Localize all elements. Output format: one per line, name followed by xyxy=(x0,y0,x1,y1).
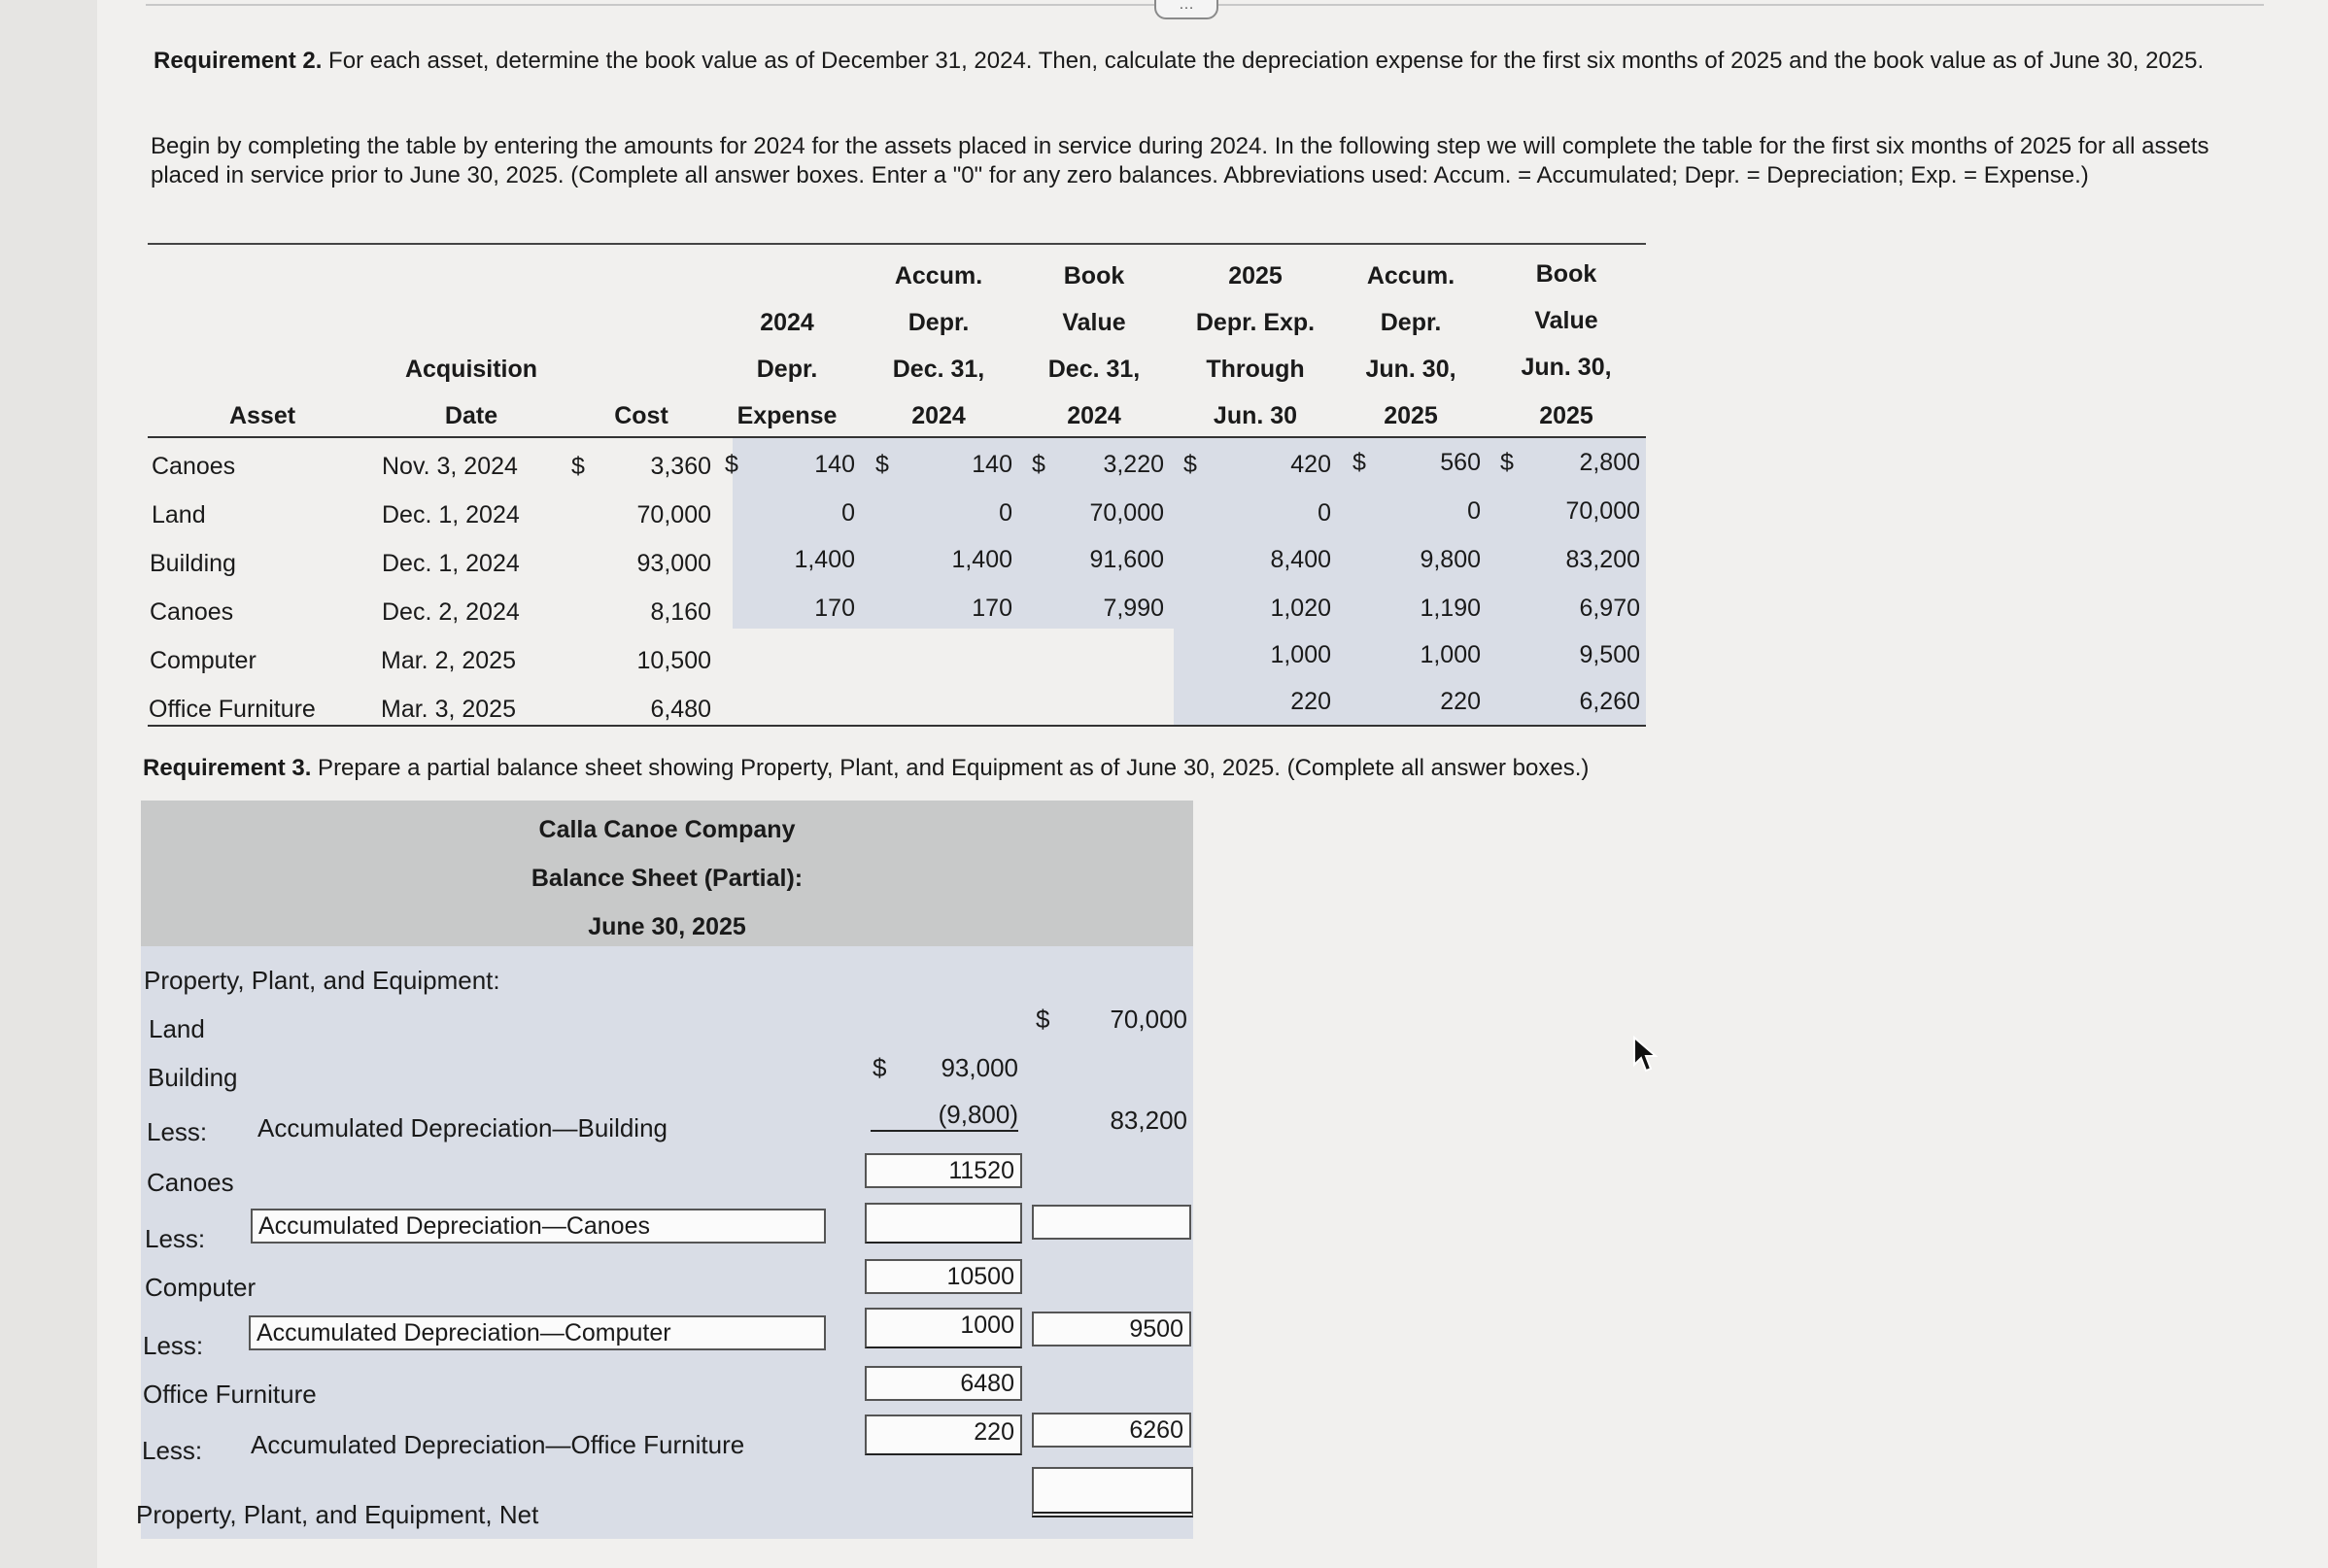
row-6-asset: Office Furniture xyxy=(149,696,316,723)
header-bv-2025-3: Jun. 30, xyxy=(1521,354,1612,381)
less-label: Less: xyxy=(142,1436,203,1465)
computer-cost-input[interactable]: 10500 xyxy=(865,1259,1022,1294)
row-2-date: Dec. 1, 2024 xyxy=(382,501,520,528)
less-label: Less: xyxy=(143,1331,204,1360)
row-1-date: Nov. 3, 2024 xyxy=(382,453,518,480)
row-4-bv25[interactable]: 6,970 xyxy=(1579,595,1640,622)
office-furniture-net-input[interactable]: 6260 xyxy=(1032,1413,1191,1448)
header-bv-2024-1: Book xyxy=(1063,262,1125,290)
office-furniture-label: Office Furniture xyxy=(143,1380,317,1409)
statement-date: June 30, 2025 xyxy=(588,913,746,940)
row-1-exp25[interactable]: 420 xyxy=(1290,451,1331,478)
row-3-cost: 93,000 xyxy=(636,550,711,577)
row-1-asset: Canoes xyxy=(152,453,236,480)
header-accum-2024-2: Depr. xyxy=(907,309,970,336)
row-6-bv25[interactable]: 6,260 xyxy=(1579,688,1640,715)
requirement-2-body: For each asset, determine the book value as of December 31, 2024. Then, calculate the depreciation expense for the first six months of 2025 and the book value as of June 30, 2025. xyxy=(322,48,2205,74)
row-3-exp24[interactable]: 1,400 xyxy=(794,546,855,573)
row-3-asset: Building xyxy=(150,550,236,577)
building-cost: 93,000 xyxy=(941,1053,1018,1082)
ppe-net-input[interactable] xyxy=(1032,1467,1193,1517)
header-asset: Asset xyxy=(228,402,296,429)
header-bv-2025-2: Value xyxy=(1534,307,1598,334)
row-4-asset: Canoes xyxy=(150,598,234,626)
row-5-exp25[interactable]: 1,000 xyxy=(1270,641,1331,668)
row-4-date: Dec. 2, 2024 xyxy=(382,598,520,626)
header-accum-2025-2: Depr. xyxy=(1380,309,1442,336)
accum-depr-building-value: (9,800) xyxy=(871,1100,1018,1132)
canoes-label: Canoes xyxy=(147,1168,234,1197)
row-2-acc24[interactable]: 0 xyxy=(999,499,1012,527)
header-accum-2024-4: 2024 xyxy=(911,402,966,429)
office-furniture-cost-input[interactable]: 6480 xyxy=(865,1366,1022,1401)
row-2-bv24[interactable]: 70,000 xyxy=(1089,499,1164,527)
header-2025-exp-2: Depr. Exp. xyxy=(1195,309,1316,336)
row-6-exp25[interactable]: 220 xyxy=(1290,688,1331,715)
header-cost: Cost xyxy=(614,402,668,429)
dollar-sign: $ xyxy=(571,453,585,480)
shaded-2025-area xyxy=(1174,438,1646,725)
row-1-cost: 3,360 xyxy=(650,453,711,480)
more-options-button[interactable]: … xyxy=(1154,0,1218,19)
row-2-exp24[interactable]: 0 xyxy=(841,499,855,527)
accum-depr-computer-select[interactable]: Accumulated Depreciation—Computer xyxy=(249,1315,826,1350)
land-label: Land xyxy=(149,1014,205,1043)
header-accum-2025-3: Jun. 30, xyxy=(1365,356,1456,383)
dollar-sign: $ xyxy=(1352,449,1366,476)
row-4-bv24[interactable]: 7,990 xyxy=(1103,595,1164,622)
header-2025-exp-1: 2025 xyxy=(1228,262,1283,290)
row-3-acc24[interactable]: 1,400 xyxy=(951,546,1012,573)
row-3-bv25[interactable]: 83,200 xyxy=(1565,546,1640,573)
row-5-date: Mar. 2, 2025 xyxy=(381,647,516,674)
row-4-acc25[interactable]: 1,190 xyxy=(1420,595,1481,622)
header-accum-2024-3: Dec. 31, xyxy=(892,356,985,383)
accum-depr-building-label: Accumulated Depreciation—Building xyxy=(257,1113,668,1142)
header-accum-2024-1: Accum. xyxy=(894,262,983,290)
row-3-bv24[interactable]: 91,600 xyxy=(1089,546,1164,573)
land-value: 70,000 xyxy=(1110,1005,1187,1034)
header-accum-2025-1: Accum. xyxy=(1366,262,1455,290)
row-5-bv25[interactable]: 9,500 xyxy=(1579,641,1640,668)
row-5-asset: Computer xyxy=(150,647,257,674)
header-bv-2024-4: 2024 xyxy=(1067,402,1121,429)
row-4-cost: 8,160 xyxy=(650,598,711,626)
header-2024-expense-2: Depr. xyxy=(756,356,818,383)
row-5-acc25[interactable]: 1,000 xyxy=(1420,641,1481,668)
less-label: Less: xyxy=(145,1224,206,1253)
row-3-acc25[interactable]: 9,800 xyxy=(1420,546,1481,573)
ppe-net-label: Property, Plant, and Equipment, Net xyxy=(136,1500,539,1529)
header-acquisition: Acquisition xyxy=(404,356,538,383)
dollar-sign: $ xyxy=(1036,1005,1050,1034)
building-net: 83,200 xyxy=(1110,1106,1187,1135)
row-2-bv25[interactable]: 70,000 xyxy=(1565,497,1640,525)
row-3-date: Dec. 1, 2024 xyxy=(382,550,520,577)
less-label: Less: xyxy=(147,1117,208,1146)
row-6-date: Mar. 3, 2025 xyxy=(381,696,516,723)
row-1-acc25[interactable]: 560 xyxy=(1440,449,1481,476)
header-bv-2024-2: Value xyxy=(1062,309,1126,336)
dollar-sign: $ xyxy=(1032,451,1045,478)
statement-title: Balance Sheet (Partial): xyxy=(531,865,804,892)
table-header-rule xyxy=(148,436,1646,438)
header-bv-2025-4: 2025 xyxy=(1539,402,1593,429)
requirement-3-body: Prepare a partial balance sheet showing Property, Plant, and Equipment as of June 30, 2025. (Complete all answer boxes.) xyxy=(311,755,1590,781)
dollar-sign: $ xyxy=(875,451,889,478)
accum-depr-computer-input[interactable]: 1000 xyxy=(865,1308,1022,1348)
requirement-2-label: Requirement 2. xyxy=(154,48,323,74)
ppe-section-label: Property, Plant, and Equipment: xyxy=(144,966,500,995)
row-2-exp25[interactable]: 0 xyxy=(1318,499,1331,527)
requirement-2-text xyxy=(154,47,2262,76)
header-date: Date xyxy=(444,402,498,429)
row-1-bv25[interactable]: 2,800 xyxy=(1579,449,1640,476)
accum-depr-canoes-select[interactable]: Accumulated Depreciation—Canoes xyxy=(251,1209,826,1244)
row-2-cost: 70,000 xyxy=(636,501,711,528)
canoes-cost-input[interactable]: 11520 xyxy=(865,1153,1022,1188)
header-bv-2025-1: Book xyxy=(1535,260,1597,288)
dollar-sign: $ xyxy=(873,1053,887,1082)
row-4-exp25[interactable]: 1,020 xyxy=(1270,595,1331,622)
row-1-acc24[interactable]: 140 xyxy=(972,451,1012,478)
accum-depr-canoes-input[interactable] xyxy=(865,1203,1022,1244)
header-2025-exp-3: Through xyxy=(1206,356,1305,383)
accum-depr-office-furniture-input[interactable]: 220 xyxy=(865,1415,1022,1455)
row-4-acc24[interactable]: 170 xyxy=(972,595,1012,622)
dollar-sign: $ xyxy=(1500,449,1514,476)
header-accum-2025-4: 2025 xyxy=(1384,402,1438,429)
instructions-text: Begin by completing the table by entering the amounts for 2024 for the assets placed in service during 2024. In the following step we will complete the table for the first six months of 2025 for all assets placed in service prior to June 30, 2025. (Complete all answer boxes. Enter a "0" for any zero balances. Abbreviations used: Accum. = Accumulated; Depr. = Depreciation; Exp. = Expense.) xyxy=(151,133,2209,188)
row-6-acc25[interactable]: 220 xyxy=(1440,688,1481,715)
row-2-asset: Land xyxy=(152,501,206,528)
company-name: Calla Canoe Company xyxy=(538,816,796,843)
dollar-sign: $ xyxy=(1183,451,1197,478)
table-bottom-rule xyxy=(148,725,1646,727)
row-1-bv24[interactable]: 3,220 xyxy=(1103,451,1164,478)
row-2-acc25[interactable]: 0 xyxy=(1467,497,1481,525)
row-6-cost: 6,480 xyxy=(650,696,711,723)
row-3-exp25[interactable]: 8,400 xyxy=(1270,546,1331,573)
building-label: Building xyxy=(148,1063,238,1092)
accum-depr-office-furniture-label: Accumulated Depreciation—Office Furniture xyxy=(251,1430,745,1459)
header-2024-expense-3: Expense xyxy=(736,402,838,429)
header-bv-2024-3: Dec. 31, xyxy=(1047,356,1141,383)
requirement-3-text xyxy=(143,754,1795,783)
row-1-exp24[interactable]: 140 xyxy=(814,451,855,478)
dollar-sign: $ xyxy=(725,451,738,478)
computer-label: Computer xyxy=(145,1273,257,1302)
mouse-cursor-icon xyxy=(1632,1036,1658,1074)
table-top-rule xyxy=(148,243,1646,245)
header-2024-expense-1: 2024 xyxy=(760,309,814,336)
row-4-exp24[interactable]: 170 xyxy=(814,595,855,622)
header-2025-exp-4: Jun. 30 xyxy=(1213,402,1298,429)
computer-net-input[interactable]: 9500 xyxy=(1032,1312,1191,1346)
canoes-net-input[interactable] xyxy=(1032,1205,1191,1240)
requirement-3-label: Requirement 3. xyxy=(143,755,312,781)
row-5-cost: 10,500 xyxy=(636,647,711,674)
